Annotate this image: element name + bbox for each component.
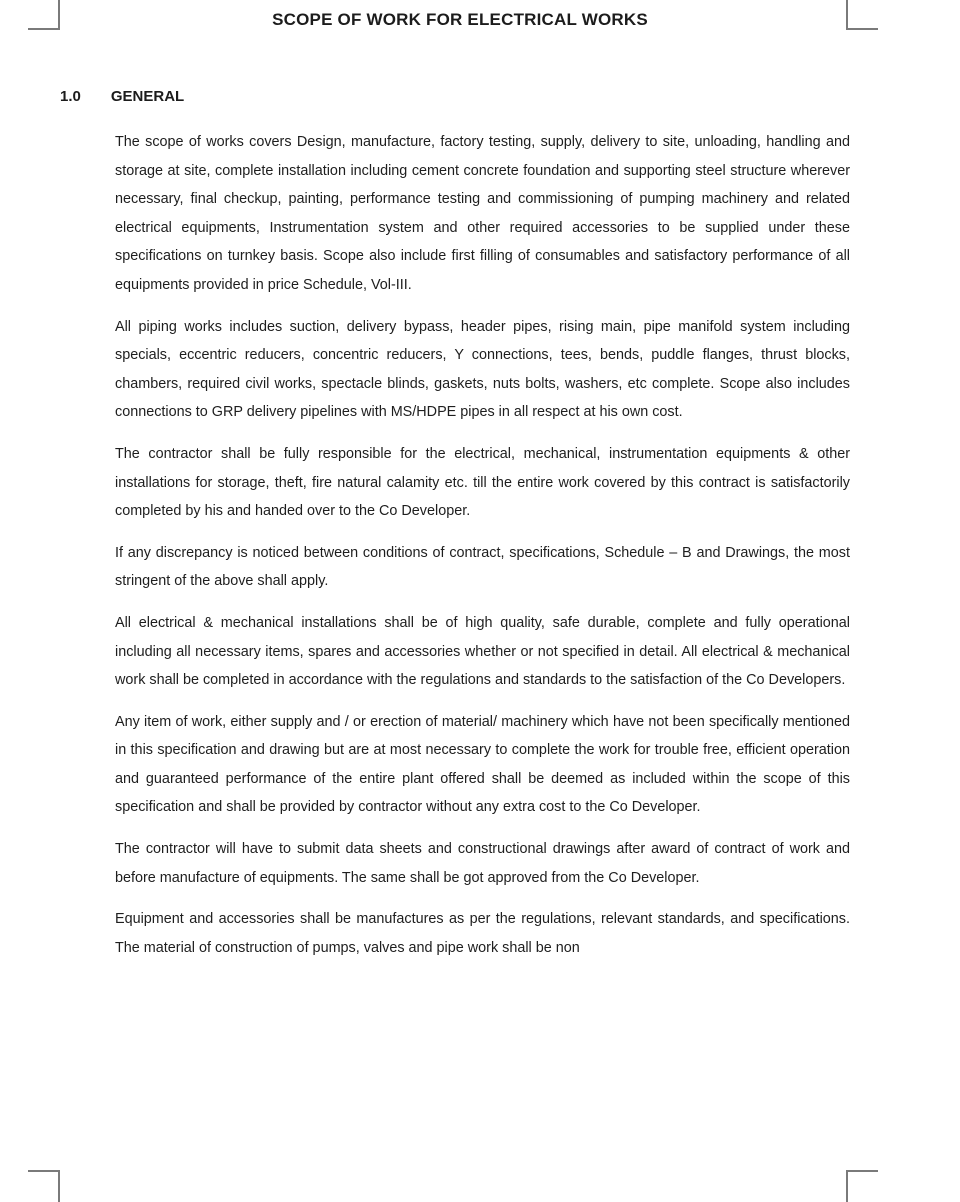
paragraph: Any item of work, either supply and / or erection of material/ machinery which have not been specifically mentioned in this specification and drawing but are at most necessary to complete the work for trouble free, efficient operation and guaranteed performance of the entire plant offered shall be deemed as included within the scope of this specification and shall be provided by contractor without any extra cost to the Co Developer.: [115, 713, 850, 816]
paragraph: All piping works includes suction, delivery bypass, header pipes, rising main, pipe manifold system including specials, eccentric reducers, concentric reducers, Y connections, tees, bends, puddle flanges, thrust blocks, chambers, required civil works, spectacle blinds, gaskets, nuts bolts, washers, etc complete. Scope also includes connections to GRP delivery pipelines with MS/HDPE pipes in all respect at his own cost.: [115, 318, 850, 421]
document-body: [115, 128, 850, 975]
paragraph: The scope of works covers Design, manufacture, factory testing, supply, delivery to site, unloading, handling and storage at site, complete installation including cement concrete foundation and supporting steel structure wherever necessary, final checkup, painting, performance testing and commissioning of pumping machinery and related electrical equipments, Instrumentation system and other required accessories to be supplied under these specifications on turnkey basis. Scope also include first filling of consumables and satisfactory performance of all equipments provided in price Schedule, Vol-III.: [115, 134, 850, 293]
crop-mark-bottom-right: [846, 1170, 878, 1202]
paragraph: The contractor shall be fully responsible for the electrical, mechanical, instrumentation equipments & other installations for storage, theft, fire natural calamity etc. till the entire work covered by this contract is satisfactorily completed by his and handed over to the Co Developer.: [115, 445, 850, 520]
paragraph: Equipment and accessories shall be manufactures as per the regulations, relevant standards, and specifications. The material of construction of pumps, valves and pipe work shall be non: [115, 911, 850, 956]
paragraph: If any discrepancy is noticed between conditions of contract, specifications, Schedule – B and Drawings, the most stringent of the above shall apply.: [115, 544, 850, 590]
crop-mark-bottom-left: [28, 1170, 60, 1202]
section-title: GENERAL: [110, 88, 185, 105]
paragraph: The contractor will have to submit data sheets and constructional drawings after award of contract of work and before manufacture of equipments. The same shall be got approved from the Co Developer.: [115, 841, 850, 886]
document-title: SCOPE OF WORK FOR ELECTRICAL WORKS: [272, 10, 648, 29]
section-number: 1.0: [60, 88, 81, 105]
paragraph: All electrical & mechanical installations shall be of high quality, safe durable, complete and fully operational including all necessary items, spares and accessories whether or not specified in detail. All electrical & mechanical work shall be completed in accordance with the regulations and standards to the satisfaction of the Co Developers.: [115, 614, 850, 689]
section-heading: [60, 88, 184, 105]
